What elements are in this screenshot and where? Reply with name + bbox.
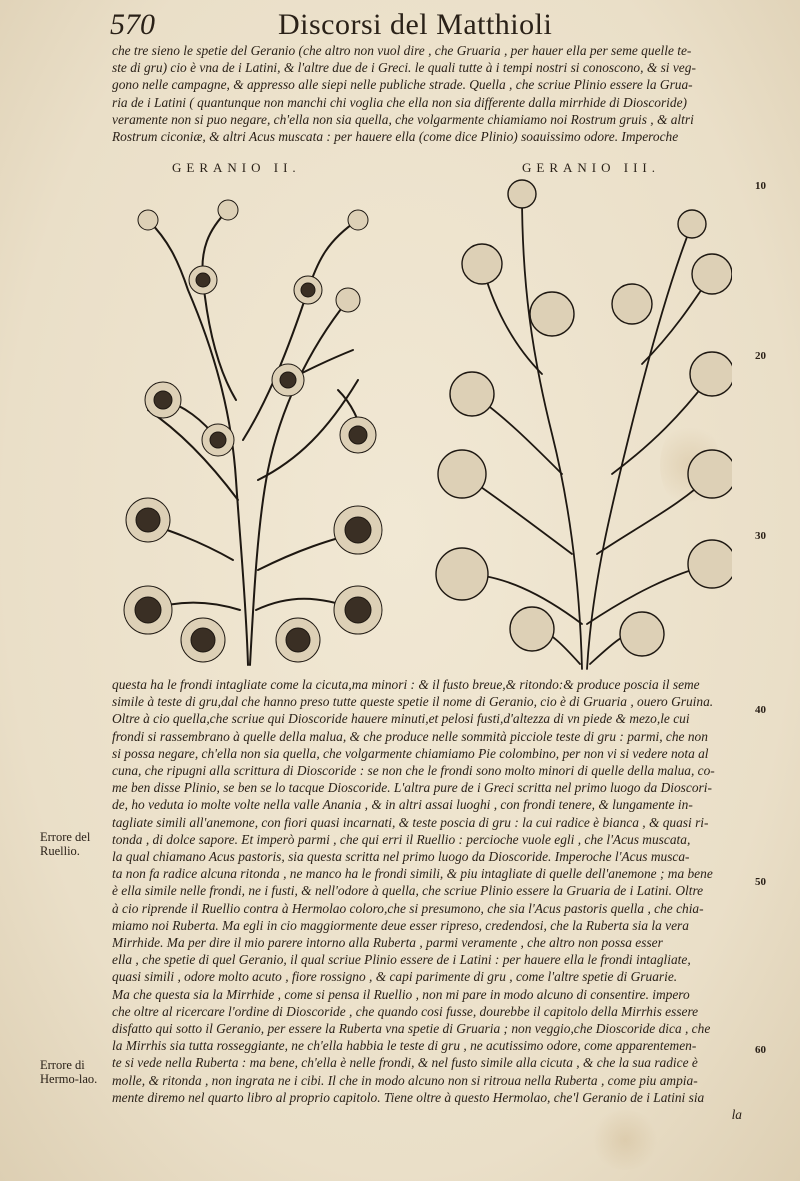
- text-line: cuna, che ripugni alla scrittura di Dioscoride : se non che le frondi sono molto minori di quelle della malua, co-: [112, 763, 715, 779]
- page-number: 570: [110, 8, 155, 41]
- running-title: Discorsi del Matthioli: [278, 8, 553, 41]
- text-line: veramente non si puo negare, ch'ella non sia quella, che volgarmente chiamiamo noi Rostrum gruis , & altri: [112, 111, 694, 127]
- text-line: à cio riprende il Ruellio contra à Hermolao coloro,che si presumono, che sia l'Acus pastoris quella , che chia-: [112, 900, 704, 916]
- text-line: ste di gru) cio è vna de i Latini, & l'altre due de i Greci. le quali tutte à i tempi nostri si conoscono, & si veg-: [112, 60, 696, 76]
- main-paragraph: [112, 676, 762, 1123]
- margin-note-errore-hermolao: Errore di Hermo-lao.: [40, 1058, 98, 1086]
- text-line: la qual chiamano Acus pastoris, sia questa scritta nel primo luogo da Dioscoride. Imperoche l'Acus musca-: [112, 849, 690, 865]
- text-line: frondi si rassembrano à quelle della malua, & che produce nelle sommità picciole teste di gru : parmi, che non: [112, 728, 708, 744]
- geranio-iii-woodcut-illustration: [432, 174, 732, 674]
- text-line: che oltre al ricercare l'ordine di Dioscoride , che quando cosi fusse, dourebbe il capitolo della Mirrhis essere: [112, 1003, 699, 1019]
- line-number: 10: [755, 180, 766, 192]
- text-line: disfatto qui sotto il Geranio, per essere la Ruberta vna spetie di Gruaria ; non veggio,che Dioscoride dica , che: [112, 1021, 711, 1037]
- geranio-ii-woodcut-illustration: [108, 180, 398, 670]
- text-line: ella , che spetie di quel Geranio, il qual scriue Plinio essere de i Latini : per hauere ella le frondi intagliate,: [112, 952, 691, 968]
- text-line: te si vede nella Ruberta : ma bene, ch'ella è nelle frondi, & nel fusto simile alla cicuta , & che la sua radice è: [112, 1055, 698, 1071]
- text-line: miamo noi Ruberta. Ma egli in cio maggiormente deue esser ripreso, credendosi, che la Ruberta sia la vera: [112, 917, 689, 933]
- text-line: molle, & ritonda , non ingrata ne i cibi. Il che in modo alcuno non si ritroua nella Ruberta , come piu ampia-: [112, 1072, 698, 1088]
- text-line: Oltre à cio quella,che scriue qui Dioscoride hauere minuti,et pelosi fusti,d'altezza di vn piede & mezo,le cui: [112, 711, 690, 727]
- figure-caption-geranio-ii: GERANIO II.: [172, 160, 301, 175]
- text-line: simile à teste di gru,dal che hanno preso tutte queste spetie il nome di Geranio, cio è di Gruaria , ouero Gruina.: [112, 694, 714, 710]
- text-line: quasi simili , odore molto acuto , fiore rossigno , & capi parimente di gru , come l'altre spetie di Gruarie.: [112, 969, 678, 985]
- text-line: Ma che questa sia la Mirrhide , come si pensa il Ruellio , non mi pare in modo alcuno di consentire. impero: [112, 986, 690, 1002]
- line-number: 30: [755, 530, 766, 542]
- top-paragraph: [112, 42, 762, 145]
- text-line: tagliate simili all'anemone, con fiori quasi incarnati, & teste poscia di gru : la cui radice è bianca , & quasi ri-: [112, 814, 709, 830]
- text-line: ta non fa radice alcuna ritonda , ne manco ha le frondi simili, & piu intagliate di quelle dell'anemone ; ma bene: [112, 866, 713, 882]
- text-line: questa ha le frondi intagliate come la cicuta,ma minori : & il fusto breue,& ritondo:& produce poscia il seme: [112, 677, 700, 692]
- text-line: è ella simile nelle frondi, ne i fusti, & nell'odore à quella, che scriue Plinio essere la Gruaria de i Latini. Oltre: [112, 883, 704, 899]
- text-line: la Mirrhis sia tutta rosseggiante, ne ch'ella habbia le teste di gru , ne acutissimo odore, come apparentemen-: [112, 1038, 697, 1054]
- line-number: 60: [755, 1044, 766, 1056]
- text-line: me ben disse Plinio, se ben se lo tacque Dioscoride. L'altra pure de i Greci scritta nel primo luogo da Dioscori-: [112, 780, 712, 796]
- text-line: mente diremo nel quarto libro al proprio capitolo. Tiene oltre à questo Hermolao, che'l Geranio de i Latini sia: [112, 1089, 705, 1105]
- margin-note-errore-ruellio: Errore del Ruellio.: [40, 830, 91, 858]
- text-line: che tre sieno le spetie del Geranio (che altro non vuol dire , che Gruaria , per hauer ella per seme quelle te-: [112, 43, 692, 58]
- text-line: Mirrhide. Ma per dire il mio parere intorno alla Ruberta , parmi veramente , che altro non possa esser: [112, 935, 663, 951]
- line-number: 50: [755, 876, 766, 888]
- line-number: 20: [755, 350, 766, 362]
- text-line: si possa negare, ch'ella non sia quella, che volgarmente chiamiamo Pie colombino, per non vi si vedere nota al: [112, 745, 709, 761]
- text-line: ria de i Latini ( quantunque non manchi chi voglia che ella non sia differente dalla mirrhide di Dioscoride): [112, 94, 687, 110]
- line-number: 40: [755, 704, 766, 716]
- page-header: [0, 6, 800, 42]
- text-line: la: [731, 1107, 742, 1123]
- text-line: gono nelle campagne, & appresso alle siepi nelle publiche strade. Quella , che scriue Plinio essere la Grua-: [112, 77, 693, 93]
- text-line: tonda , di dolce sapore. Et imperò parmi , che qui erri il Ruellio : percioche vuole egli , che l'Acus muscata,: [112, 831, 691, 847]
- text-line: Rostrum ciconiæ, & altri Acus muscata : per hauere ella (come dice Plinio) soauissimo odore. Imperoche: [112, 129, 679, 145]
- text-line: de, ho veduta io molte volte nella valle Anania , & in altri assai luoghi , con frondi tenere, & lungamente in-: [112, 797, 693, 813]
- figure-caption-geranio-iii: GERANIO III.: [522, 160, 660, 175]
